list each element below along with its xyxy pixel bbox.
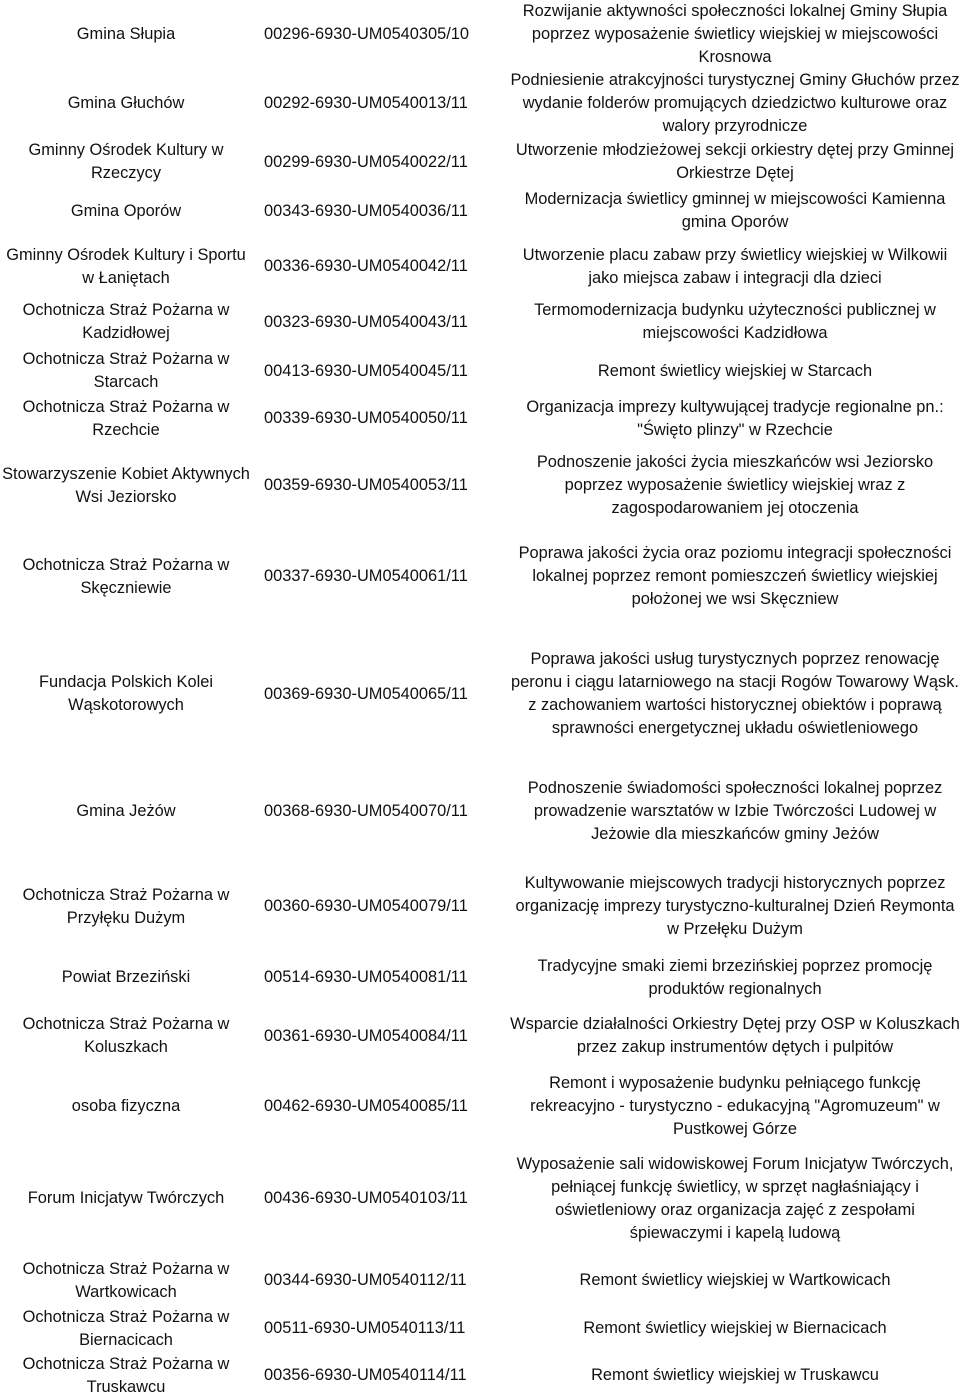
beneficiary-cell: osoba fizyczna: [71, 1096, 181, 1115]
table-row: [0, 395, 960, 442]
contract-number-cell: 00323-6930-UM0540043/11: [264, 312, 468, 331]
beneficiary-cell: Gmina Słupia: [76, 25, 176, 43]
table-row: [0, 954, 960, 1001]
table-row: [0, 186, 960, 236]
contract-number-cell: 00361-6930-UM0540084/11: [264, 1026, 468, 1045]
contract-number-cell: 00413-6930-UM0540045/11: [264, 361, 468, 380]
project-title-cell: Remont świetlicy wiejskiej w Truskawcu: [591, 1366, 879, 1384]
contract-number-cell: 00368-6930-UM0540070/11: [264, 802, 468, 820]
beneficiary-cell: Ochotnicza Straż Pożarna w Przyłęku Dużym: [22, 885, 230, 927]
beneficiary-cell: Powiat Brzeziński: [61, 968, 191, 986]
table-row: [0, 0, 960, 69]
table-row: [0, 1352, 960, 1399]
project-title-cell: Remont i wyposażenie budynku pełniącego funkcję rekreacyjno - turystyczno - edukacyjną "Agromuzeum" w Pustkowej Górze: [530, 1073, 940, 1138]
beneficiary-cell: Gminny Ośrodek Kultury i Sportu w Łaniętach: [6, 245, 246, 287]
beneficiary-cell: Ochotnicza Straż Pożarna w Koluszkach: [22, 1015, 230, 1056]
project-title-cell: Kultywowanie miejscowych tradycji historycznych poprzez organizację imprezy turystyczno-kulturalnej Dzień Reymonta w Przełęku Dużym: [515, 874, 955, 938]
project-title-cell: Wyposażenie sali widowiskowej Forum Inicjatyw Twórczych, pełniącej funkcję świetlicy, w sprzęt nagłaśniający i oświetleniowy oraz organizacja zajęć z zespołami śpiewaczymi i kapelą ludową: [516, 1154, 954, 1242]
table-row: [0, 1071, 960, 1141]
beneficiary-cell: Stowarzyszenie Kobiet Aktywnych Wsi Jeziorsko: [2, 464, 250, 506]
project-title-cell: Termomodernizacja budynku użyteczności publicznej w miejscowości Kadzidłowa: [534, 301, 936, 342]
contract-number-cell: 00292-6930-UM0540013/11: [264, 94, 468, 112]
contract-number-cell: 00360-6930-UM0540079/11: [264, 897, 468, 915]
project-title-cell: Podnoszenie jakości życia mieszkańców wsi Jeziorsko poprzez wyposażenie świetlicy wiejskiej wraz z zagospodarowaniem jej otoczenia: [536, 453, 934, 517]
table-row: [0, 529, 960, 624]
table-row: [0, 1305, 960, 1352]
contract-number-cell: 00299-6930-UM0540022/11: [264, 152, 468, 171]
project-title-cell: Podnoszenie świadomości społeczności lokalnej poprzez prowadzenie warsztatów w Izbie Twórczości Ludowej w Jeżowie dla mieszkańców gminy Jeżów: [527, 779, 943, 843]
project-title-cell: Utworzenie placu zabaw przy świetlicy wiejskiej w Wilkowii jako miejsca zabaw i integracji dla dzieci: [522, 245, 948, 287]
contract-number-cell: 00511-6930-UM0540113/11: [264, 1319, 466, 1337]
project-title-cell: Modernizacja świetlicy gminnej w miejscowości Kamienna gmina Oporów: [524, 190, 946, 231]
beneficiary-cell: Gminny Ośrodek Kultury w Rzeczycy: [28, 141, 224, 182]
contract-number-cell: 00514-6930-UM0540081/11: [264, 968, 468, 986]
beneficiary-cell: Ochotnicza Straż Pożarna w Skęczniewie: [22, 555, 230, 597]
project-title-cell: Rozwijanie aktywności społeczności lokalnej Gminy Słupia poprzez wyposażenie świetlicy wiejskiej w miejscowości Krosnowa: [522, 2, 948, 66]
project-title-cell: Poprawa jakości życia oraz poziomu integracji społeczności lokalnej poprzez remont pomieszczeń świetlicy wiejskiej położonej we wsi Skęczniew: [518, 544, 952, 608]
table-row: [0, 624, 960, 764]
project-title-cell: Wsparcie działalności Orkiestry Dętej przy OSP w Koluszkach przez zakup instrumentów dętych i pulpitów: [510, 1015, 960, 1056]
contract-number-cell: 00356-6930-UM0540114/11: [264, 1366, 467, 1384]
project-title-cell: Poprawa jakości usług turystycznych poprzez renowację peronu i ciągu latarniowego na stacji Rogów Towarowy Wąsk. z zachowaniem wartości historycznej obiektów i poprawą sprawności energetycznej układu oświetleniowego: [511, 650, 959, 737]
table-row: [0, 236, 960, 297]
beneficiary-cell: Ochotnicza Straż Pożarna w Biernacicach: [22, 1307, 230, 1349]
project-title-cell: Utworzenie młodzieżowej sekcji orkiestry dętej przy Gminnej Orkiestrze Dętej: [515, 141, 955, 182]
table-row: [0, 1256, 960, 1305]
beneficiary-cell: Ochotnicza Straż Pożarna w Starcach: [22, 350, 230, 391]
table-row: [0, 138, 960, 186]
beneficiary-cell: Gmina Jeżów: [76, 802, 176, 820]
beneficiary-cell: Ochotnicza Straż Pożarna w Kadzidłowej: [22, 301, 230, 342]
project-title-cell: Tradycyjne smaki ziemi brzezińskiej poprzez promocję produktów regionalnych: [537, 956, 933, 998]
table-row: [0, 347, 960, 395]
beneficiary-cell: Ochotnicza Straż Pożarna w Wartkowicach: [22, 1259, 230, 1301]
beneficiary-cell: Gmina Oporów: [70, 201, 182, 220]
beneficiary-cell: Fundacja Polskich Kolei Wąskotorowych: [38, 673, 213, 714]
table-row: [0, 764, 960, 859]
beneficiary-cell: Gmina Głuchów: [67, 94, 185, 112]
project-title-cell: Podniesienie atrakcyjności turystycznej Gminy Głuchów przez wydanie folderów promujących dziedzictwo kulturowe oraz walory przyrodnicze: [510, 71, 960, 135]
contract-number-cell: 00343-6930-UM0540036/11: [264, 201, 468, 220]
project-title-cell: Remont świetlicy wiejskiej w Wartkowicach: [579, 1271, 891, 1289]
contract-number-cell: 00436-6930-UM0540103/11: [264, 1189, 468, 1207]
table-row: [0, 859, 960, 954]
contract-number-cell: 00296-6930-UM0540305/10: [264, 25, 470, 43]
contract-number-cell: 00462-6930-UM0540085/11: [264, 1096, 468, 1115]
contract-number-cell: 00337-6930-UM0540061/11: [264, 567, 468, 585]
table-row: [0, 1141, 960, 1256]
beneficiary-cell: Ochotnicza Straż Pożarna w Truskawcu: [22, 1354, 230, 1396]
project-title-cell: Remont świetlicy wiejskiej w Starcach: [597, 361, 873, 380]
contract-number-cell: 00359-6930-UM0540053/11: [264, 476, 468, 494]
beneficiary-cell: Forum Inicjatyw Twórczych: [27, 1189, 225, 1207]
table-row: [0, 69, 960, 138]
project-title-cell: Remont świetlicy wiejskiej w Biernacicach: [583, 1319, 887, 1337]
contract-number-cell: 00336-6930-UM0540042/11: [264, 257, 468, 275]
table-row: [0, 1001, 960, 1071]
beneficiary-cell: Ochotnicza Straż Pożarna w Rzechcie: [22, 397, 230, 439]
contract-number-cell: 00339-6930-UM0540050/11: [264, 409, 468, 427]
contract-number-cell: 00344-6930-UM0540112/11: [264, 1271, 467, 1289]
table-row: [0, 297, 960, 347]
project-title-cell: Organizacja imprezy kultywującej tradycje regionalne pn.: "Święto plinzy" w Rzechcie: [526, 397, 944, 439]
contract-number-cell: 00369-6930-UM0540065/11: [264, 684, 468, 703]
table-row: [0, 442, 960, 529]
